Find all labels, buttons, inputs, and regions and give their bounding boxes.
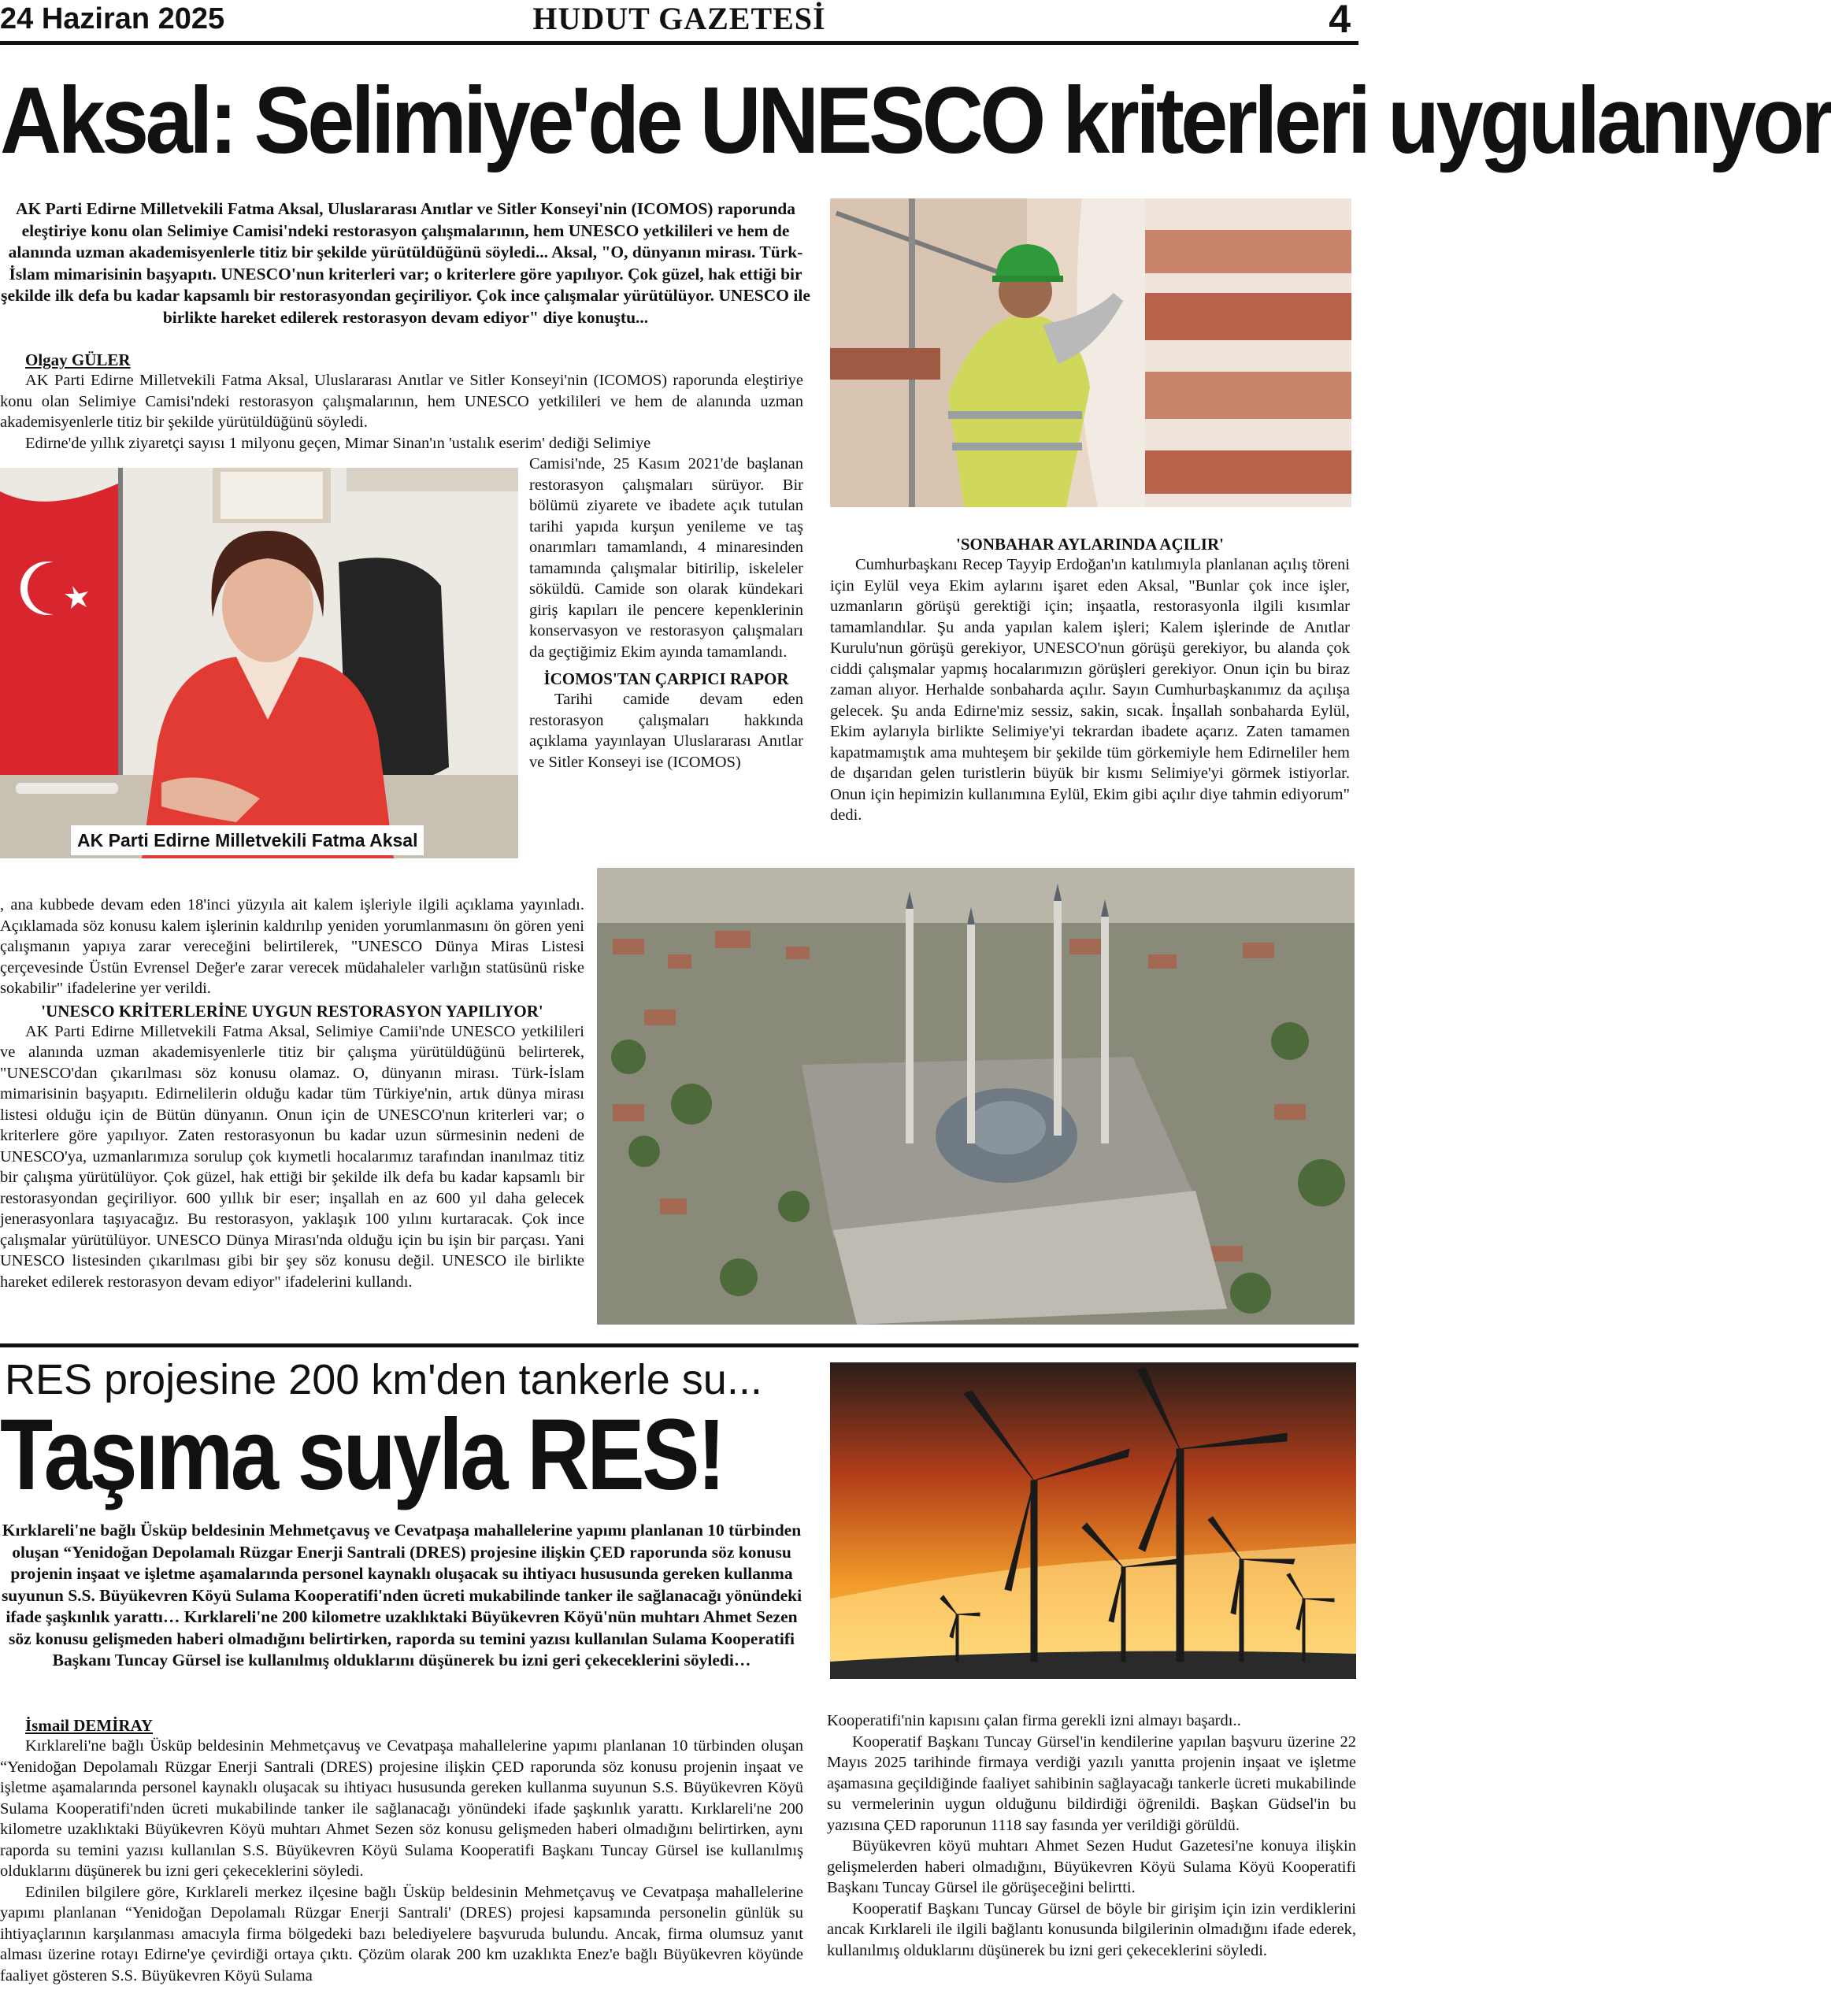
article2-body-left: Kırklareli'ne bağlı Üsküp beldesinin Mehmetçavuş ve Cevatpaşa mahallelerine yapımı planlanan 10 türbinden oluşan “Yenidoğan Depolamalı Rüzgar Enerji Santrali (DRES) projesine ilişkin ÇED raporunda söz konusu projenin inşaat ve işletme aşamalarında personel kaynaklı oluşacak su ihtiyacı hususunda gereken kullanma suyunun S.S. Büyükevren Köyü Sulama Kooperatifi'nden ücreti mukabilinde tanker ile sağlanacağı yönündeki ifade şaşkınlık yarattı. Kırklareli'ne 200 kilometre uzaklıktaki Büyükevren Köyü muhtarı Ahmet Sezen söz konusu gelişmeden haberi olmadığını belirtirken, aynı raporda su temini yazısı kullanılan S.S. Büyükevren Köyü Sulama Kooperatifi Başkanı Tuncay Gürsel ise kullanılmış olduklarını düşünerek bu izni geri çekeceklerini söyledi. Edinilen bilgilere göre, Kırklareli merkez ilçesine bağlı Üsküp beldesinin Mehmetçavuş ve Cevatpaşa mahallelerine yapımı planlanan “Yenidoğan Depolamalı Rüzgar Enerji Santrali' (DRES) projesi kapsamında personelin günlük su ihtiyaçlarının karşılanması amacıyla firma bölgedeki bazı belediyelere başvuruda bulundu. Ancak, firma olumsuz yanıt alması üzerine rotayı Edirne'ye çevirdiği ortaya çıktı. Çözüm olarak 200 km uzaklıkta Enez'e bağlı Büyükevren köyünde faaliyet gösteren S.S. Büyükevren Köyü Sulama: [0, 1737, 803, 1984]
article2-kicker: RES projesine 200 km'den tankerle su...: [5, 1356, 762, 1403]
article1-paragraph-3: , ana kubbede devam eden 18'inci yüzyıla ait kalem işleriyle ilgili açıklama yayınladı. Açıklamada söz konusu kalem işlerinin kaldırılıp yeniden yorumlanmasını ön gören yeni çalışmanın yapıya zarar vereceğini belirtilerek, "UNESCO Dünya Miras Listesi çerçevesinde Üstün Evrensel Değer'e zarar verecek müdahaleler varlığın statüsünü riske sokabilir" ifadelerine yer verildi. 'UNESCO KRİTERLERİNE UYGUN RESTORASYON YAPILIYOR' AK Parti Edirne Milletvekili Fatma Aksal, Selimiye Camii'nde UNESCO yetkilileri ve alanında uzman akademisyenlerle titiz bir çalışma yürütüldüğünü belirterek, "UNESCO'dan çıkarılması söz konusu olamaz. O, dünyanın mirası. Türk-İslam mimarisinin başyapıtı. Edirnelilerin olduğu kadar tüm Türkiye'nin, artık dünya mirası listesi olduğu için de Bütün dünyanın. Onun için de UNESCO'nun kriterleri var; o kriterlere göre yapılıyor. Zaten restorasyonun bu kadar uzun sürmesinin nedeni de UNESCO'ya, uzmanlarımıza sorulup çok kıymetli hocalarımız tarafından inanılmaz titiz bir çalışma yürütülüyor. Çok güzel, hak ettiği bir şekilde ilk defa bu kadar kapsamlı bir restorasyondan geçiriliyor. 600 yıllık bir eser; inşallah en az 600 yıl daha gelecek jenerasyonlara taşıyacağız. Bu restorasyon, yaklaşık 100 yılını kurtaracak. Çok ince çalışmalar yürütülüyor. UNESCO Dünya Mirası'nda olduğu için bu işin bir parçası. Yani UNESCO listesinden çıkarılması gibi bir şey söz konusu değil. UNESCO ile birlikte hareket edilerek restorasyon devam ediyor" ifadelerini kullandı.: [0, 896, 584, 1291]
article1-paragraph-1: AK Parti Edirne Milletvekili Fatma Aksal, Uluslararası Anıtlar ve Sitler Konseyi'nin (ICOMOS) raporunda eleştiriye konu olan Selimiye Camisi'ndeki restorasyon çalışmalarının, hem UNESCO yetkilileri ve hem de alanında uzman akademisyenlerle titiz bir şekilde yürütüldüğünü söyledi. Edirne'de yıllık ziyaretçi sayısı 1 milyonu geçen, Mimar Sinan'ın 'ustalık eserim' dediği Selimiye: [0, 372, 803, 452]
article1-paragraph-2: Camisi'nde, 25 Kasım 2021'de başlanan restorasyon çalışmaları sürüyor. Bir bölümü ziyarete ve ibadete açık tutulan tarihi yapıda kurşun yenileme ve taş onarımları tamamlandı, 4 minaresinden tamamında çalışmalar bitirilip, iskeleler söküldü. Camide son olarak kündekari giriş kapıları ile pencere kepenklerinin konservasyon ve restorasyon çalışmaları da geçtiğimiz Ekim ayında tamamlandı. İCOMOS'TAN ÇARPICI RAPOR Tarihi camide devam eden restorasyon çalışmaları hakkında açıklama yayınlayan Uluslararası Anıtlar ve Sitler Konseyi ise (ICOMOS): [529, 455, 803, 771]
masthead-rule: [0, 41, 1358, 45]
article2-body-right: Kooperatifi'nin kapısını çalan firma gerekli izni almayı başardı.. Kooperatif Başkanı Tuncay Gürsel'in kendilerine yapılan başvuru üzerine 22 Mayıs 2025 tarihinde firmaya verdiği yazılı yanıtta projenin inşaat ve işletme aşamasına geçildiğinde faaliyet sahibinin sağlayacağı tankerle ücreti mukabilinde su vermelerinin uygun olduğunu bildirdiği öğrenildi. Başkan Güdsel'in bu yazısına ÇED raporunun 1118 say fasında yer verildiği görüldü. Büyükevren köyü muhtarı Ahmet Sezen Hudut Gazetesi'ne konuya ilişkin gelişmelerden haberi olmadığını, Büyükevren Köyü Sulama Köyü Kooperatifi Başkanı Tuncay Gürsel ile görüşeceğini belirtti. Kooperatif Başkanı Tuncay Gürsel de böyle bir girişim için izin verdiklerini ancak Kırklareli ile ilgili bağlantı konusunda bilgilerinin olmadığını ifade ederek, kullanılmış olduklarını düşünerek bu izni geri çekeceklerini söyledi.: [827, 1712, 1356, 1959]
subhead-icomos: İCOMOS'TAN ÇARPICI RAPOR: [543, 669, 789, 688]
article1-paragraph-5: Cumhurbaşkanı Recep Tayyip Erdoğan'ın katılımıyla planlanan açılış töreni için Eylül veya Ekim aylarını işaret eden Aksal, "Bunlar çok ince işler, uzmanların görüşü gerektiği için; inşaatla, restorasyonla ilgili kısımlar tamamlandılar. Şu anda yapılan kalem işleri; Kalem işlerinde de Anıtlar Kurulu'nun görüşü gerekiyor, UNESCO'nun görüşü gerekiyor, bu alanda çok ciddi çalışmalar yapmış hocalarımızın görüşleri gerekiyor. Onun için bu biraz zaman alıyor. Herhalde sonbaharda açılır. Sayın Cumhurbaşkanımız da açılışa gelecek. Şu anda Edirne'miz sessiz, sakin, sıcak. İnşallah sonbaharda Eylül, Ekim aylarıyla birlikte Selimiye'yi tekrardan ibadete açarız. Zaten tamamen kapatmamıştık ama muhteşem bir şekilde tüm görkemiyle hem Edirneliler hem de dışarıdan gelen turistlerin büyük bir kısmı Selimiye'yi görmek istiyorlar. Onun için hepimizin kullanımına Eylül, Ekim gibi açılır diye tahmin ediyorum" dedi.: [830, 556, 1350, 824]
article-divider: [0, 1343, 1358, 1347]
page-number: 4: [1329, 0, 1351, 41]
turbine-image: [830, 1362, 1356, 1679]
article2-headline: Taşıma suyla RES!: [0, 1399, 724, 1511]
article2-byline: İsmail DEMİRAY: [25, 1716, 153, 1735]
fatma-aksal-photo: [0, 468, 518, 858]
article1-byline: Olgay GÜLER: [25, 350, 131, 369]
article2-lead: Kırklareli'ne bağlı Üsküp beldesinin Mehmetçavuş ve Cevatpaşa mahallelerine yapımı planlanan 10 türbinden oluşan “Yenidoğan Depolamalı Rüzgar Enerji Santrali (DRES) projesine ilişkin ÇED raporunda söz konusu projenin inşaat ve işletme aşamalarında personel kaynaklı oluşacak su ihtiyacı hususunda gereken kullanma suyunun S.S. Büyükevren Köyü Sulama Kooperatifi'nden ücreti mukabilinde tanker ile sağlanacağı yönündeki ifade şaşkınlık yarattı… Kırklareli'ne 200 kilometre uzaklıktaki Büyükevren Köyü'nün muhtarı Ahmet Sezen söz konusu gelişmeden haberi olmadığını belirtirken, raporda su temini yazısı kullanılan Sulama Kooperatifi Başkanı Tuncay Gürsel ise kullanılmış olduklarını düşünerek bu izni geri çekeceklerini söyledi…: [1, 1521, 802, 1670]
article1-lead: AK Parti Edirne Milletvekili Fatma Aksal, Uluslararası Anıtlar ve Sitler Konseyi'nin (ICOMOS) raporunda eleştiriye konu olan Selimiye Camisi'ndeki restorasyon çalışmalarının, hem UNESCO yetkilileri ve hem de alanında uzman akademisyenlerle titiz bir şekilde yürütüldüğünü söyledi... Aksal, "O, dünyanın mirası. Türk-İslam mimarisinin başyapıtı. UNESCO'nun kriterleri var; o kriterlere göre yapılıyor. Çok güzel, hak ettiği bir şekilde ilk defa bu kadar kapsamlı bir restorasyondan geçiriliyor. Çok ince çalışmalar yürütülüyor. UNESCO ile birlikte hareket edilerek restorasyon devam ediyor" diye konuştu...: [1, 199, 810, 327]
article1-headline: Aksal: Selimiye'de UNESCO kriterleri uygulanıyor: [0, 68, 1831, 173]
restoration-worker-photo: [830, 198, 1351, 507]
newspaper-name: HUDUT GAZETESİ: [532, 1, 826, 36]
wind-turbine-photo: [830, 1362, 1356, 1679]
issue-date: 24 Haziran 2025: [0, 2, 225, 35]
aerial-image: [597, 868, 1355, 1325]
photo-caption: AK Parti Edirne Milletvekili Fatma Aksal: [71, 825, 424, 855]
portrait-image: [0, 468, 518, 858]
subhead-sonbahar: 'SONBAHAR AYLARINDA AÇILIR': [956, 535, 1224, 554]
subhead-unesco: 'UNESCO KRİTERLERİNE UYGUN RESTORASYON YAPILIYOR': [41, 1001, 543, 1021]
worker-image: [830, 198, 1351, 507]
selimiye-aerial-photo: [597, 868, 1355, 1325]
